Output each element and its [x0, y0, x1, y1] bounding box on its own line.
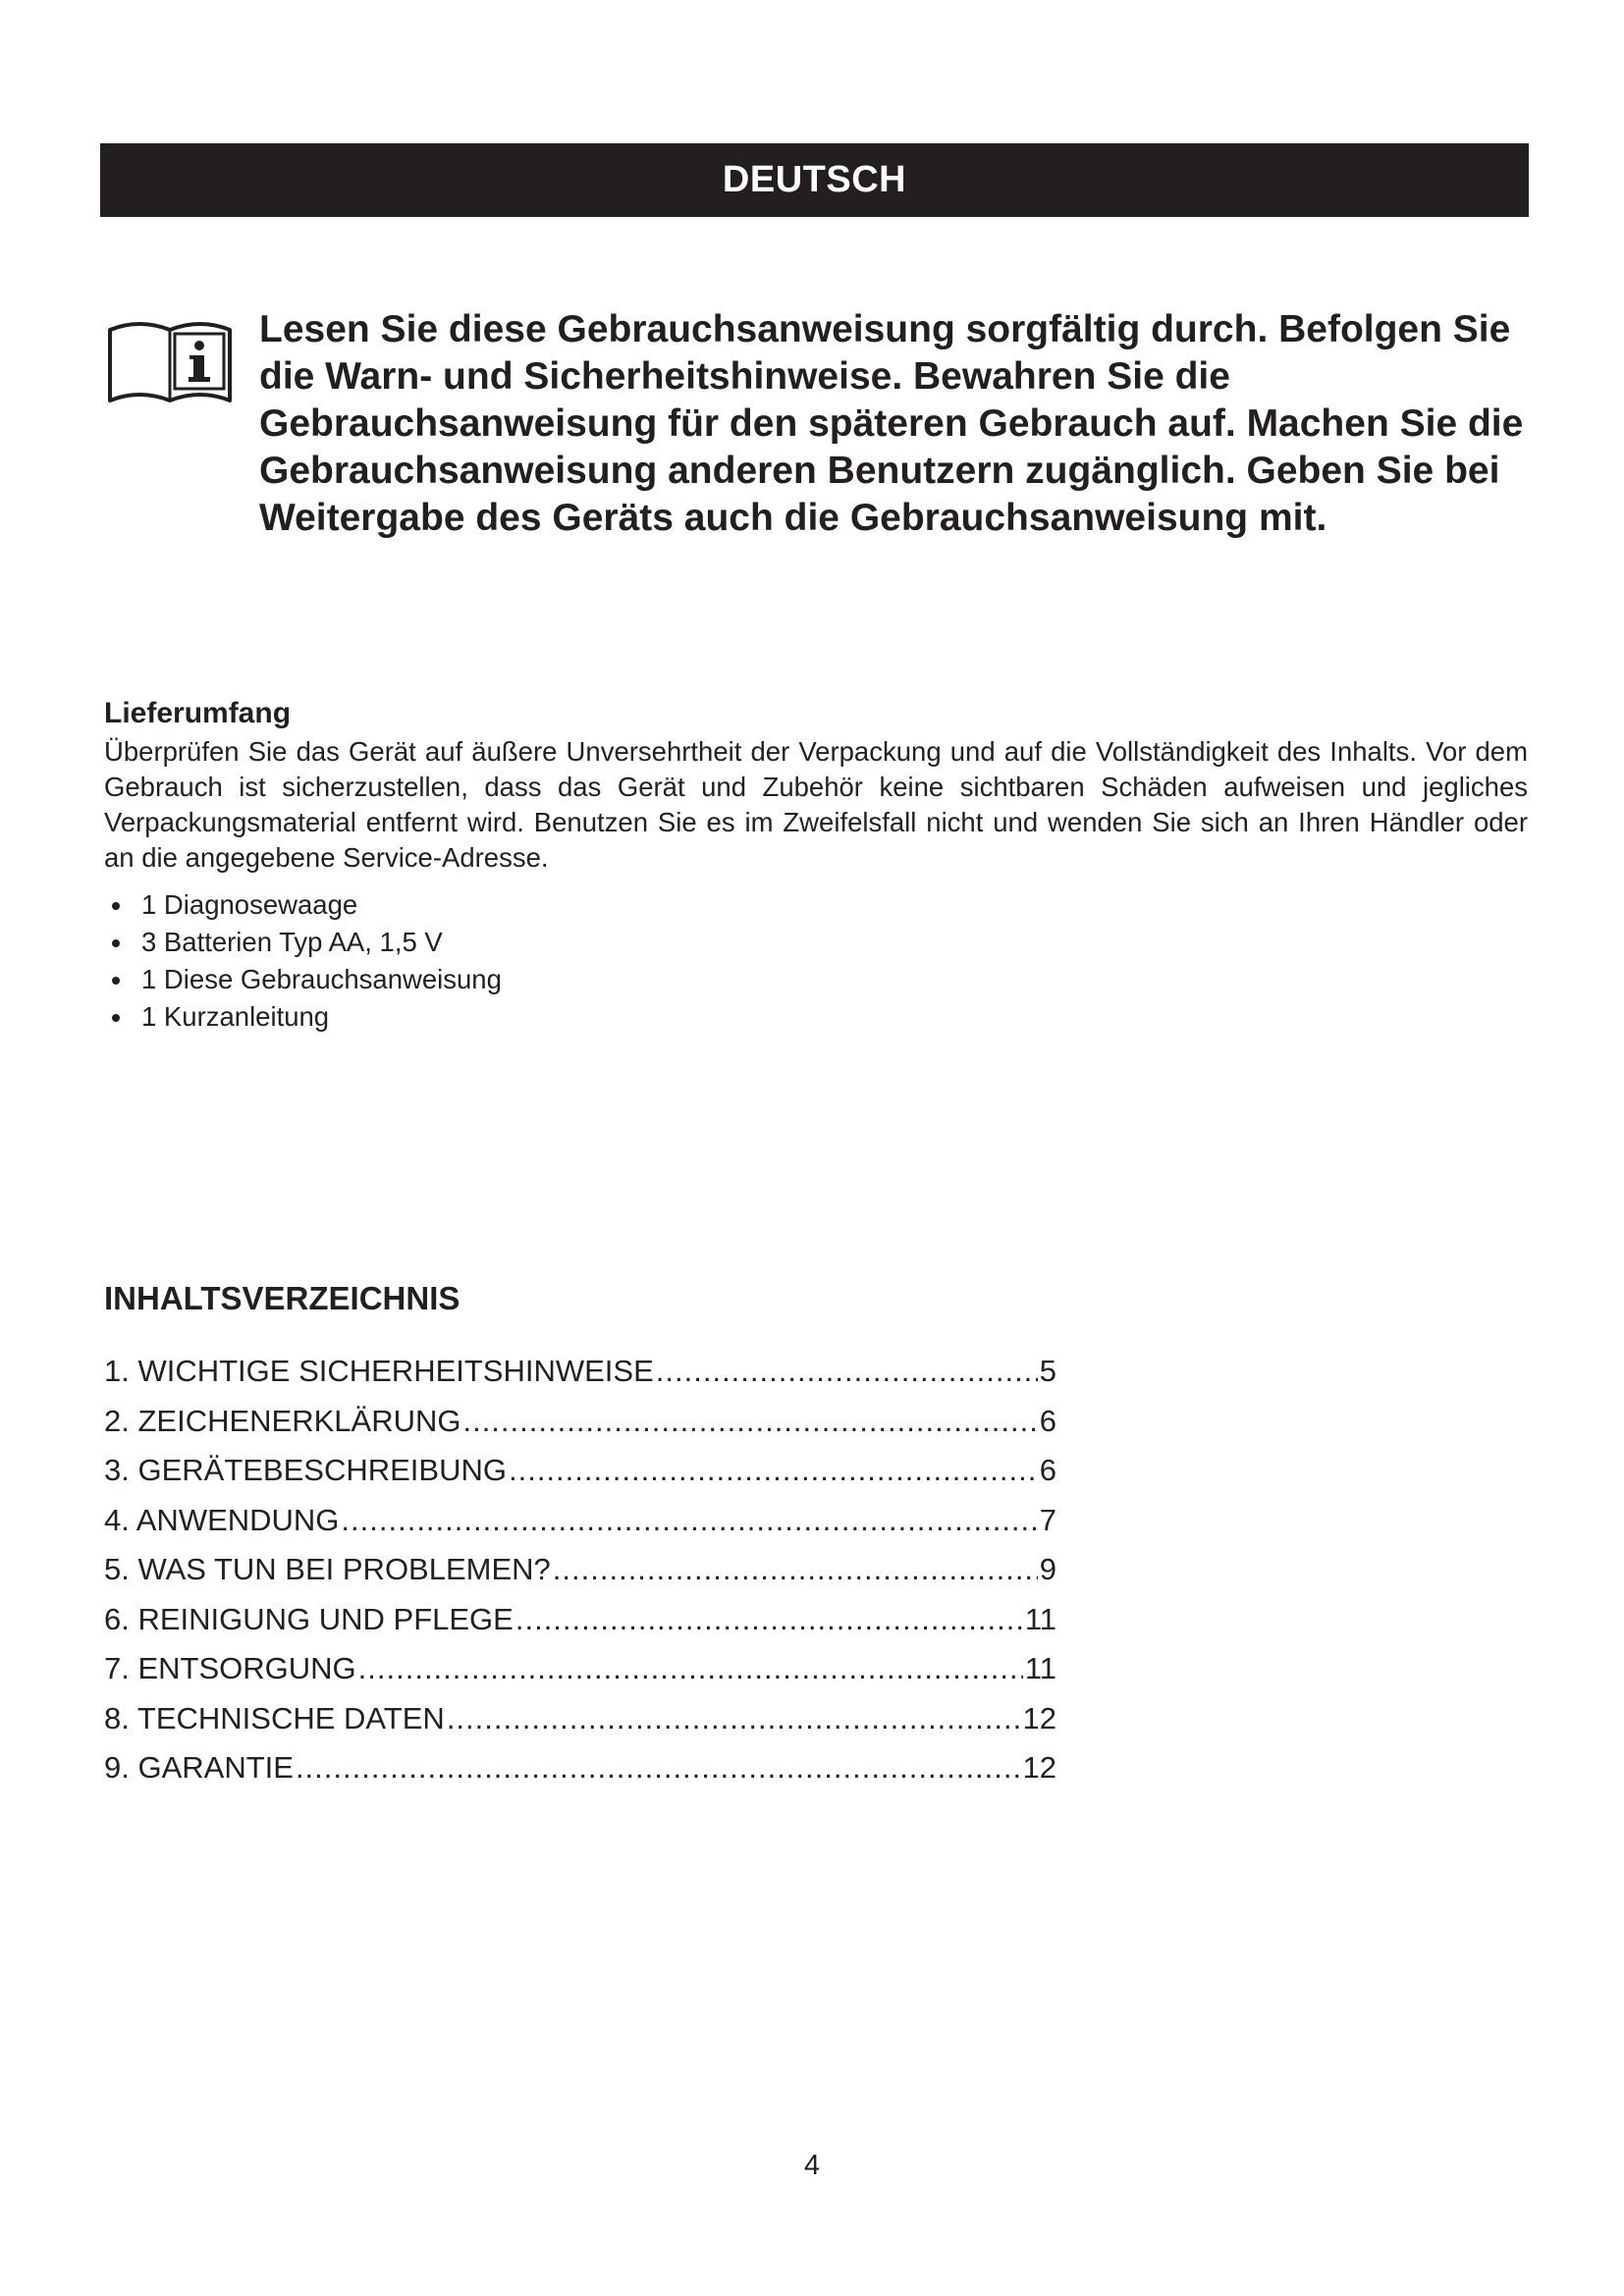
toc-leader-dots — [553, 1545, 1038, 1595]
delivery-list — [104, 886, 502, 1036]
toc-entry-page: 12 — [1022, 1700, 1056, 1735]
toc-leader-dots — [509, 1446, 1038, 1496]
toc-entry[interactable] — [104, 1446, 1056, 1496]
toc-entry[interactable] — [104, 1694, 1056, 1744]
toc-entry-page: 11 — [1024, 1651, 1056, 1685]
toc-entry-page: 6 — [1039, 1403, 1056, 1438]
toc-leader-dots — [296, 1743, 1021, 1793]
toc-entry-page: 12 — [1022, 1750, 1056, 1785]
toc-entry-title: 8. TECHNISCHE DATEN — [104, 1700, 445, 1735]
toc-entry-page: 5 — [1039, 1354, 1056, 1388]
toc-entry[interactable] — [104, 1397, 1056, 1447]
info-manual-icon — [106, 316, 234, 409]
toc-entry-title: 9. GARANTIE — [104, 1750, 294, 1785]
delivery-item: 1 Diagnosewaage — [104, 886, 502, 924]
delivery-item: 1 Kurzanleitung — [104, 998, 502, 1036]
toc-leader-dots — [656, 1347, 1038, 1397]
page-number: 4 — [803, 2150, 821, 2181]
delivery-item: 1 Diese Gebrauchsanweisung — [104, 961, 502, 998]
toc-entry-title: 3. GERÄTEBESCHREIBUNG — [104, 1453, 507, 1487]
toc-entry-title: 7. ENTSORGUNG — [104, 1651, 356, 1685]
toc-leader-dots — [341, 1496, 1037, 1546]
toc-leader-dots — [515, 1595, 1023, 1645]
toc-entry-title: 1. WICHTIGE SICHERHEITSHINWEISE — [104, 1354, 654, 1388]
toc-entry[interactable] — [104, 1347, 1056, 1397]
delivery-item: 3 Batterien Typ AA, 1,5 V — [104, 924, 502, 961]
toc-leader-dots — [358, 1644, 1023, 1694]
intro-text: Lesen Sie diese Gebrauchsanweisung sorgfältig durch. Befolgen Sie die Warn- und Sicherheitshinweise. Bewahren Sie die Gebrauchsanweisung für den späteren Gebrauch auf. Machen Sie die Gebrauchsanweisung anderen Benutzern zugänglich. Geben Sie bei Weitergabe des Geräts auch die Gebrauchsanweisung mit. — [259, 308, 1524, 539]
toc-entry-page: 9 — [1039, 1552, 1056, 1586]
toc-entry-page: 6 — [1039, 1453, 1056, 1487]
toc-entry-page: 7 — [1039, 1502, 1056, 1537]
toc-entry-title: 5. WAS TUN BEI PROBLEMEN? — [104, 1552, 551, 1586]
toc-leader-dots — [447, 1694, 1021, 1744]
toc-leader-dots — [462, 1397, 1037, 1447]
toc-entry[interactable] — [104, 1595, 1056, 1645]
toc-entry-title: 2. ZEICHENERKLÄRUNG — [104, 1403, 461, 1438]
toc-entry[interactable] — [104, 1743, 1056, 1793]
toc-entry[interactable] — [104, 1644, 1056, 1694]
language-header-title: DEUTSCH — [722, 159, 907, 200]
toc-entry[interactable] — [104, 1545, 1056, 1595]
toc-entry-title: 4. ANWENDUNG — [104, 1502, 340, 1537]
toc-heading: INHALTSVERZEICHNIS — [104, 1280, 460, 1316]
delivery-text: Überprüfen Sie das Gerät auf äußere Unversehrtheit der Verpackung und auf die Vollständigkeit des Inhalts. Vor dem Gebrauch ist sicherzustellen, dass das Gerät und Zubehör keine sichtbaren Schäden aufweisen und jegliches Verpackungsmaterial entfernt wird. Benutzen Sie es im Zweifelsfall nicht und wenden Sie sich an Ihren Händler oder an die angegebene Service-Adresse. — [104, 736, 1528, 873]
toc-entry-title: 6. REINIGUNG UND PFLEGE — [104, 1601, 514, 1636]
delivery-heading: Lieferumfang — [104, 697, 292, 729]
toc-list — [104, 1347, 1056, 1793]
toc-entry-page: 11 — [1024, 1601, 1056, 1636]
toc-entry[interactable] — [104, 1496, 1056, 1546]
language-header-bar — [100, 143, 1529, 217]
